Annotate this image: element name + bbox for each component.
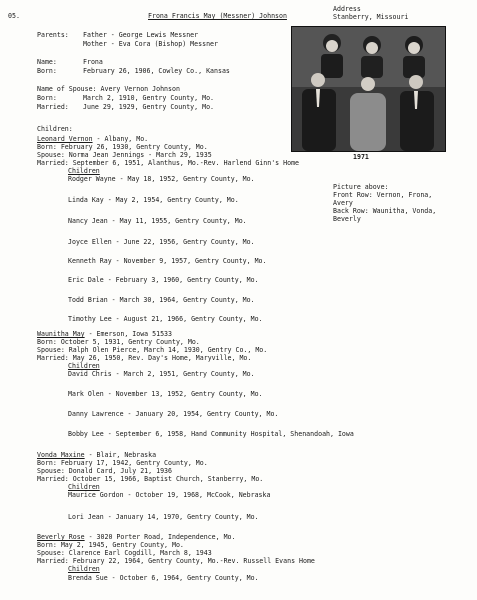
family-head-name: Waunitha May bbox=[37, 330, 85, 338]
family-photo-image bbox=[292, 27, 445, 151]
family-detail: Married: October 15, 1966, Baptist Church, Stanberry, Mo. bbox=[37, 475, 264, 483]
family-detail: Born: February 26, 1930, Gentry County, Mo. bbox=[37, 143, 208, 151]
children-label: Children: bbox=[37, 125, 73, 133]
family-detail: Spouse: Donald Card, July 21, 1936 bbox=[37, 467, 172, 475]
children-subheading: Children bbox=[68, 362, 100, 370]
child-entry: Linda Kay - May 2, 1954, Gentry County, Mo. bbox=[68, 196, 239, 204]
photo-caption-line: Back Row: Waunitha, Vonda, bbox=[333, 207, 437, 215]
child-entry: Joyce Ellen - June 22, 1956, Gentry County, Mo. bbox=[68, 238, 255, 246]
family-head bbox=[37, 451, 156, 459]
child-entry: Kenneth Ray - November 9, 1957, Gentry County, Mo. bbox=[68, 257, 267, 265]
mother-line: Mother - Eva Cora (Bishop) Messner bbox=[83, 40, 218, 48]
photo-caption-line: Front Row: Vernon, Frona, bbox=[333, 191, 433, 199]
family-detail: Married: May 26, 1950, Rev. Day's Home, Maryville, Mo. bbox=[37, 354, 252, 362]
family-head-location: - 3020 Porter Road, Independence, Mo. bbox=[84, 533, 236, 541]
family-detail: Born: October 5, 1931, Gentry County, Mo. bbox=[37, 338, 200, 346]
family-head-location: - Emerson, Iowa 51533 bbox=[84, 330, 172, 338]
photo-caption-line: Beverly bbox=[333, 215, 361, 223]
spouse-name-line: Name of Spouse: Avery Vernon Johnson bbox=[37, 85, 180, 93]
child-entry: Todd Brian - March 30, 1964, Gentry County, Mo. bbox=[68, 296, 255, 304]
family-head bbox=[37, 330, 172, 338]
born-label: Born: bbox=[37, 67, 57, 75]
child-entry: Nancy Jean - May 11, 1955, Gentry County, Mo. bbox=[68, 217, 247, 225]
child-entry: Maurice Gordon - October 19, 1968, McCook, Nebraska bbox=[68, 491, 271, 499]
child-entry: Mark Olen - November 13, 1952, Gentry County, Mo. bbox=[68, 390, 263, 398]
parents-label: Parents: bbox=[37, 31, 69, 39]
family-head-name: Vonda Maxine bbox=[37, 451, 85, 459]
address-value: Stanberry, Missouri bbox=[333, 13, 409, 21]
family-head-location: - Albany, Mo. bbox=[92, 135, 149, 143]
name-label: Name: bbox=[37, 58, 57, 66]
spouse-married-value: June 29, 1929, Gentry County, Mo. bbox=[83, 103, 215, 111]
family-head bbox=[37, 135, 148, 143]
spouse-born-value: March 2, 1910, Gentry County, Mo. bbox=[83, 94, 215, 102]
page-number: 05. bbox=[8, 12, 20, 20]
children-subheading: Children bbox=[68, 565, 100, 573]
family-detail: Spouse: Ralph Olen Pierce, March 14, 1930, Gentry Co., Mo. bbox=[37, 346, 268, 354]
address-label: Address bbox=[333, 5, 361, 13]
child-entry: Lori Jean - January 14, 1970, Gentry County, Mo. bbox=[68, 513, 259, 521]
spouse-born-label: Born: bbox=[37, 94, 57, 102]
family-head-name: Leonard Vernon bbox=[37, 135, 93, 143]
child-entry: Danny Lawrence - January 20, 1954, Gentry County, Mo. bbox=[68, 410, 279, 418]
child-entry: Rodger Wayne - May 18, 1952, Gentry County, Mo. bbox=[68, 175, 255, 183]
family-head bbox=[37, 533, 236, 541]
name-value: Frona bbox=[83, 58, 103, 66]
photo-year: 1971 bbox=[353, 153, 369, 161]
family-detail: Spouse: Norma Jean Jennings - March 29, 1935 bbox=[37, 151, 212, 159]
page-title: Frona Francis May (Messner) Johnson bbox=[148, 12, 287, 20]
child-entry: Bobby Lee - September 6, 1958, Hand Community Hospital, Shenandoah, Iowa bbox=[68, 430, 354, 438]
children-subheading: Children bbox=[68, 483, 100, 491]
family-detail: Born: February 17, 1942, Gentry County, Mo. bbox=[37, 459, 208, 467]
child-entry: Eric Dale - February 3, 1960, Gentry County, Mo. bbox=[68, 276, 259, 284]
family-detail: Married: February 22, 1964, Gentry County, Mo.-Rev. Russell Evans Home bbox=[37, 557, 315, 565]
family-detail: Born: May 2, 1945, Gentry County, Mo. bbox=[37, 541, 184, 549]
photo-caption-line: Picture above: bbox=[333, 183, 389, 191]
family-head-location: - Blair, Nebraska bbox=[84, 451, 157, 459]
spouse-married-label: Married: bbox=[37, 103, 69, 111]
family-detail: Spouse: Clarence Earl Cogdill, March 8, 1943 bbox=[37, 549, 212, 557]
born-value: February 26, 1906, Cowley Co., Kansas bbox=[83, 67, 230, 75]
child-entry: Brenda Sue - October 6, 1964, Gentry County, Mo. bbox=[68, 574, 259, 582]
family-photo bbox=[291, 26, 446, 152]
family-detail: Married: September 6, 1951, Alanthus, Mo.-Rev. Harlend Ginn's Home bbox=[37, 159, 300, 167]
children-subheading: Children bbox=[68, 167, 100, 175]
family-head-name: Beverly Rose bbox=[37, 533, 85, 541]
child-entry: Timothy Lee - August 21, 1966, Gentry County, Mo. bbox=[68, 315, 263, 323]
father-line: Father - George Lewis Messner bbox=[83, 31, 199, 39]
child-entry: David Chris - March 2, 1951, Gentry County, Mo. bbox=[68, 370, 255, 378]
photo-caption-line: Avery bbox=[333, 199, 353, 207]
